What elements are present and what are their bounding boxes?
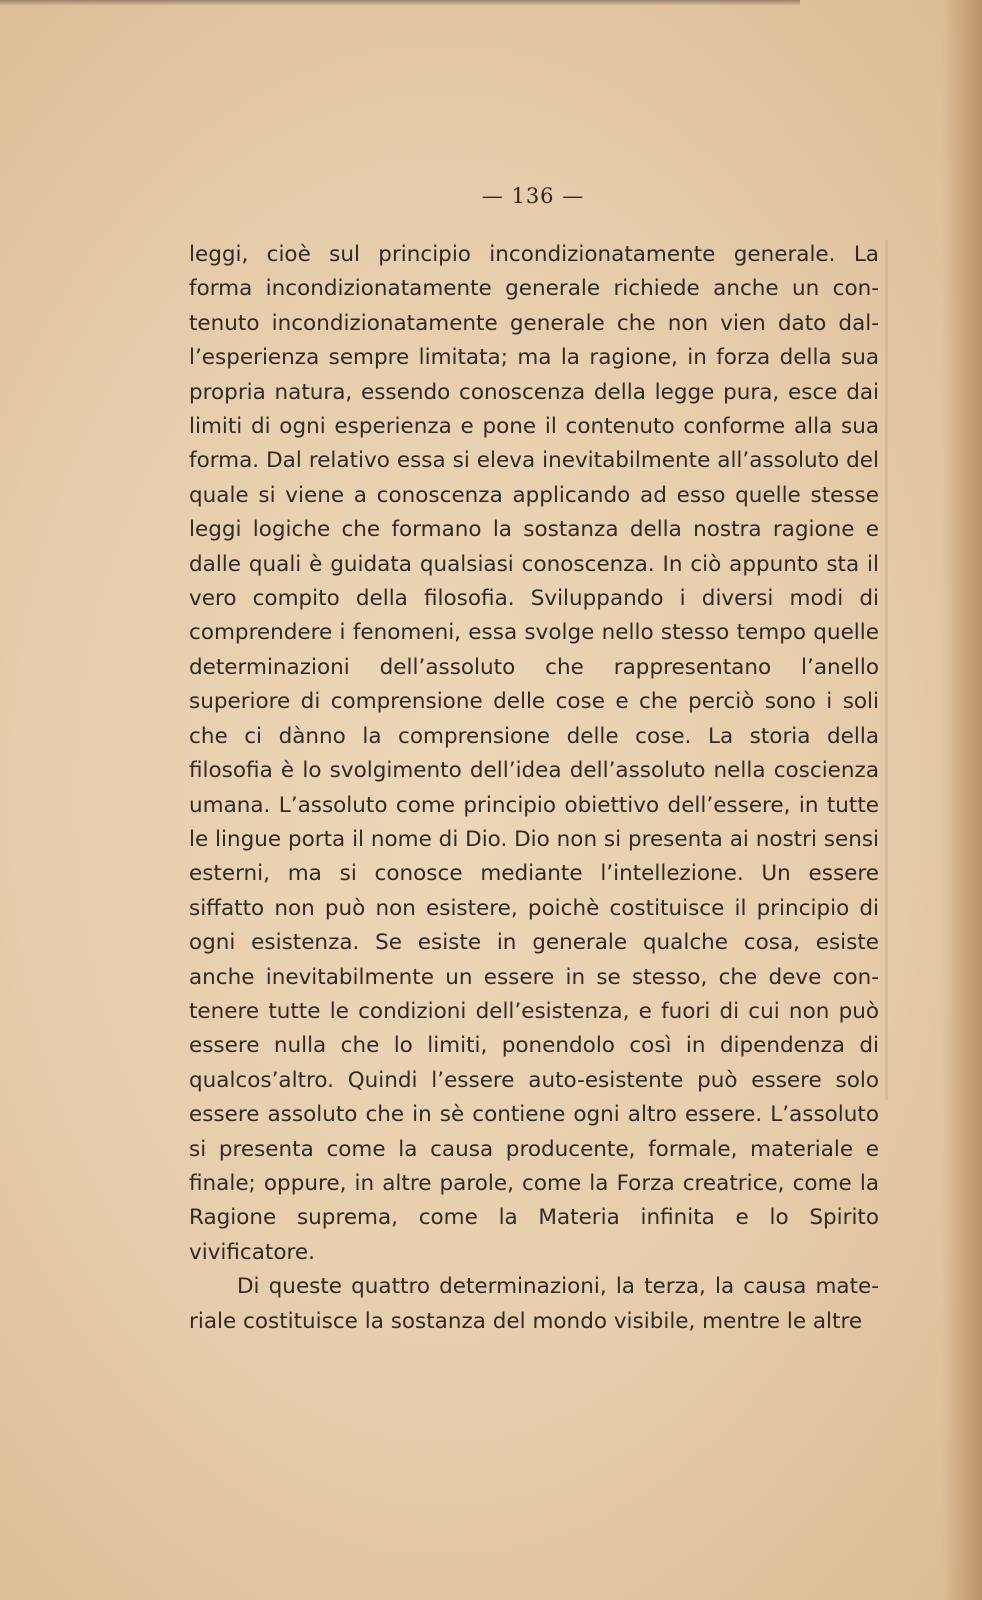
- paragraph: leggi, cioè sul principio incondizionatamente generale. La forma incondizionatamente generale richiede anche un contenuto incondizionatamente generale che non vien dato dall’esperienza sempre limitata; ma la ragione, in forza della sua propria natura, essendo conoscenza della legge pura, esce dai limiti di ogni esperienza e pone il contenuto conforme alla sua forma. Dal relativo essa si eleva inevitabilmente all’assoluto del quale si viene a conoscenza applicando ad esso quelle stesse leggi logiche che formano la sostanza della nostra ragione e dalle quali è guidata qualsiasi conoscenza. In ciò appunto sta il vero compito della filosofia. Sviluppando i diversi modi di comprendere i fenomeni, essa svolge nello stesso tempo quelle determinazioni dell’assoluto che rappresentano l’anello superiore di comprensione delle cose e che perciò sono i soli che ci dànno la comprensione delle cose. La storia della filosofia è lo svolgimento dell’idea dell’assoluto nella coscienza umana. L’assoluto come principio obiettivo dell’essere, in tutte le lingue porta il nome di Dio. Dio non si presenta ai nostri sensi esterni, ma si conosce mediante l’intellezione. Un essere siffatto non può non esistere, poichè costituisce il principio di ogni esistenza. Se esiste in generale qualche cosa, esiste anche inevitabilmente un essere in se stesso, che deve contenere tutte le condizioni dell’esistenza, e fuori di cui non può essere nulla che lo limiti, ponendolo così in dipendenza di qualcos’altro. Quindi l’essere auto-esistente può essere solo essere assoluto che in sè contiene ogni altro essere. L’assoluto si presenta come la causa producente, formale, materiale e finale; oppure, in altre parole, come la Forza creatrice, come la Ragione suprema, come la Materia infinita e lo Spirito vivificatore.: [189, 242, 879, 1265]
- page-right-edge: [942, 0, 982, 1600]
- paragraph: Di queste quattro determinazioni, la terza, la causa materiale costituisce la sostanza del mondo visibile, mentre le altre: [189, 1274, 879, 1334]
- page-top-shadow: [0, 0, 800, 6]
- body-text: [189, 238, 879, 1339]
- page-number: — 136 —: [481, 184, 585, 208]
- page-fold-line: [885, 240, 888, 1100]
